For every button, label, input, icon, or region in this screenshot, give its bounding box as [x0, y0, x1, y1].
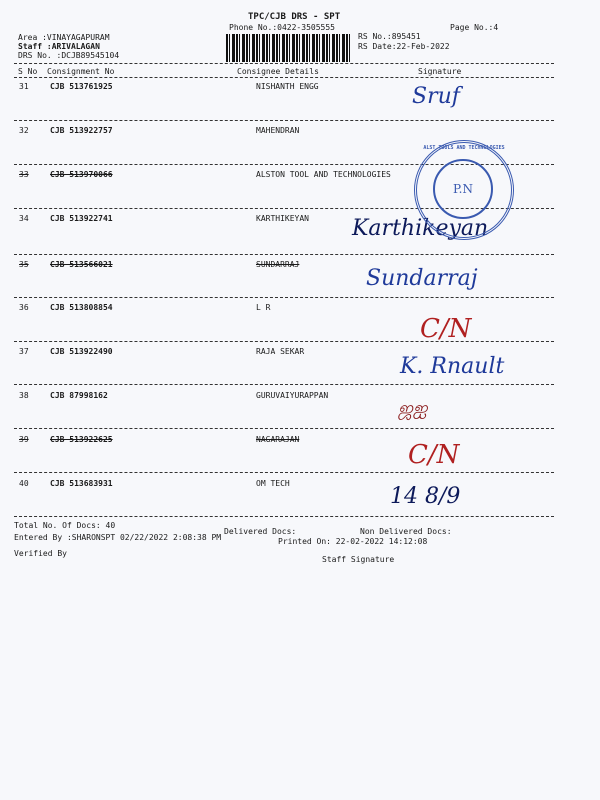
verified-by: Verified By [14, 549, 67, 558]
table-row [0, 479, 600, 521]
row-consignment: CJB 513970066 [50, 170, 113, 179]
signature-handwritten: Karthikeyan [352, 216, 489, 241]
non-delivered-docs: Non Delivered Docs: [360, 527, 452, 536]
row-consignment: CJB 513922741 [50, 214, 113, 223]
row-consignee: NAGARAJAN [256, 435, 300, 444]
table-row [0, 391, 600, 433]
col-header-consignee: Consignee Details [237, 67, 319, 76]
divider [14, 516, 554, 517]
delivered-docs: Delivered Docs: [224, 527, 297, 536]
divider [14, 472, 554, 473]
table-row [0, 435, 600, 477]
row-sno: 33 [19, 170, 29, 179]
signature-handwritten: 14 8/9 [390, 484, 461, 509]
row-sno: 36 [19, 303, 29, 312]
row-sno: 37 [19, 347, 29, 356]
row-consignment: CJB 513922625 [50, 435, 113, 444]
row-sno: 39 [19, 435, 29, 444]
row-sno: 40 [19, 479, 29, 488]
col-header-sno: S No [18, 67, 38, 76]
row-consignee: SUNDARRAJ [256, 260, 300, 269]
area: Area :VINAYAGAPURAM [18, 33, 110, 42]
stamp-center: P.N [433, 159, 493, 219]
drs-number: DRS No. :DCJB89545104 [18, 51, 120, 60]
signature-handwritten: ஜஐ [398, 398, 428, 419]
divider [14, 297, 554, 298]
divider [14, 254, 554, 255]
row-consignee: KARTHIKEYAN [256, 214, 309, 223]
signature-handwritten: C/N [420, 314, 472, 344]
rs-date: RS Date:22-Feb-2022 [358, 42, 450, 51]
row-consignee: L R [256, 303, 271, 312]
entered-by: Entered By :SHARONSPT 02/22/2022 2:08:38 PM [14, 533, 222, 542]
table-row [0, 303, 600, 345]
row-consignment: CJB 87998162 [50, 391, 108, 400]
divider [14, 63, 554, 64]
page-number: Page No.:4 [450, 23, 499, 32]
row-consignment: CJB 513566021 [50, 260, 113, 269]
row-sno: 34 [19, 214, 29, 223]
table-row [0, 214, 600, 256]
printed-on: Printed On: 22-02-2022 14:12:08 [278, 537, 428, 546]
row-consignment: CJB 513761925 [50, 82, 113, 91]
row-consignee: RAJA SEKAR [256, 347, 305, 356]
row-consignment: CJB 513922490 [50, 347, 113, 356]
signature-handwritten: Sundarraj [366, 266, 478, 291]
divider [14, 428, 554, 429]
divider [14, 384, 554, 385]
staff-name: Staff :ARIVALAGAN [18, 42, 100, 51]
row-consignment: CJB 513683931 [50, 479, 113, 488]
row-consignee: MAHENDRAN [256, 126, 300, 135]
table-row [0, 82, 600, 124]
row-sno: 31 [19, 82, 29, 91]
company-stamp [414, 140, 514, 240]
table-row [0, 260, 600, 302]
phone-number: Phone No.:0422-3505555 [229, 23, 335, 32]
row-consignment: CJB 513808854 [50, 303, 113, 312]
signature-handwritten: Sruf [412, 84, 460, 109]
row-consignee: NISHANTH ENGG [256, 82, 319, 91]
total-docs: Total No. Of Docs: 40 [14, 521, 116, 530]
signature-handwritten: C/N [408, 440, 460, 470]
col-header-signature: Signature [418, 67, 462, 76]
staff-signature-label: Staff Signature [322, 555, 395, 564]
row-consignee: OM TECH [256, 479, 290, 488]
divider [14, 77, 554, 78]
row-consignee: GURUVAIYURAPPAN [256, 391, 329, 400]
divider [14, 120, 554, 121]
signature-handwritten: K. Rnault [400, 354, 505, 379]
col-header-consignment: Consignment No [47, 67, 115, 76]
row-consignee: ALSTON TOOL AND TECHNOLOGIES [256, 170, 391, 179]
row-sno: 35 [19, 260, 29, 269]
table-row [0, 347, 600, 389]
row-sno: 38 [19, 391, 29, 400]
stamp-ring-text: ALST TOOLS AND TECHNOLOGIES [423, 145, 505, 151]
row-sno: 32 [19, 126, 29, 135]
rs-number: RS No.:895451 [358, 32, 421, 41]
divider [14, 341, 554, 342]
document-title: TPC/CJB DRS - SPT [248, 12, 341, 22]
barcode-image [226, 34, 352, 62]
row-consignment: CJB 513922757 [50, 126, 113, 135]
